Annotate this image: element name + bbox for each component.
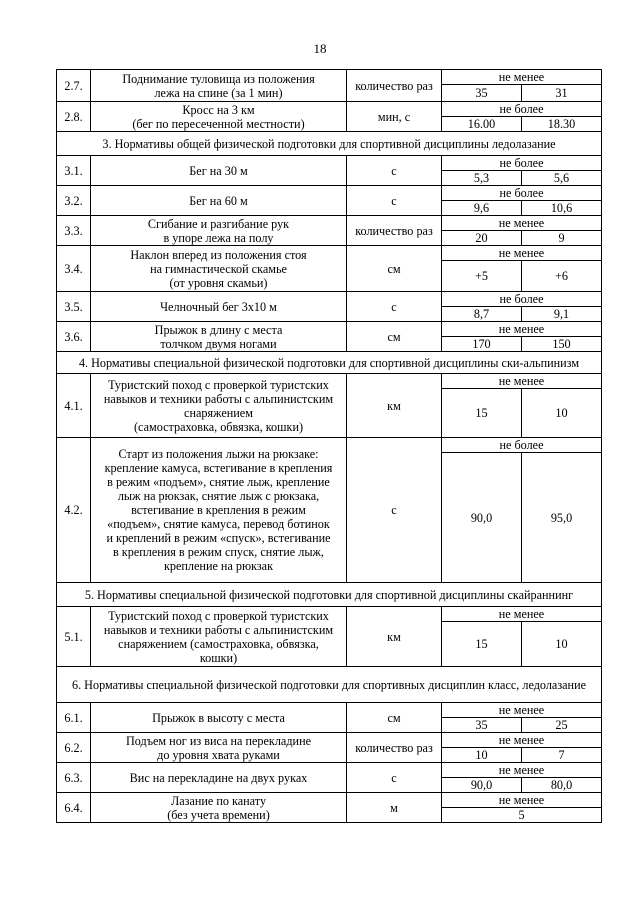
norm-values <box>442 374 602 438</box>
exercise-name: Челночный бег 3х10 м <box>91 292 347 322</box>
norm-row <box>57 186 602 216</box>
norm-values <box>442 102 602 132</box>
section-title: 4. Нормативы специальной физической подготовки для спортивной дисциплины ски-альпинизм <box>57 352 602 374</box>
row-number: 4.2. <box>57 438 91 583</box>
standard-label: не менее <box>442 322 601 337</box>
row-number: 6.2. <box>57 733 91 763</box>
norm-row <box>57 70 602 102</box>
unit: км <box>347 374 442 438</box>
value-2: 95,0 <box>521 453 601 582</box>
exercise-name: Вис на перекладине на двух руках <box>91 763 347 793</box>
norms-table <box>56 69 602 823</box>
exercise-name: Прыжок в высоту с места <box>91 703 347 733</box>
standard-label: не более <box>442 438 601 453</box>
unit: с <box>347 438 442 583</box>
row-number: 6.1. <box>57 703 91 733</box>
standard-label: не менее <box>442 703 601 718</box>
standard-label: не более <box>442 292 601 307</box>
unit: количество раз <box>347 216 442 246</box>
unit: м <box>347 793 442 823</box>
norm-row <box>57 102 602 132</box>
unit: с <box>347 763 442 793</box>
unit: количество раз <box>347 70 442 102</box>
value-1: 20 <box>475 231 488 245</box>
row-number: 3.1. <box>57 156 91 186</box>
norm-row <box>57 322 602 352</box>
row-number: 3.4. <box>57 246 91 292</box>
exercise-name: Бег на 60 м <box>91 186 347 216</box>
unit: мин, с <box>347 102 442 132</box>
row-number: 2.7. <box>57 70 91 102</box>
norm-values <box>442 733 602 763</box>
standard-label: не менее <box>442 374 601 389</box>
value-2: 18.30 <box>521 117 601 131</box>
norm-row <box>57 703 602 733</box>
value-2: 9 <box>521 231 601 245</box>
standard-label: не менее <box>442 216 601 231</box>
exercise-name: Кросс на 3 км (бег по пересеченной местности) <box>91 102 347 132</box>
row-number: 3.5. <box>57 292 91 322</box>
section-header-row <box>57 583 602 607</box>
value-1: 10 <box>475 748 488 762</box>
exercise-name: Старт из положения лыжи на рюкзаке: крепление камуса, встегивание в крепления в режим «подъем», снятие лыж, крепление лыж на рюкзак, снятие лыж с рюкзака, встегивание в крепления в режим «подъем», снятие камуса, перевод ботинок и креплений в режим «спуск», встегивание в крепления в режим спуск, снятие лыж, крепление на рюкзак <box>91 438 347 583</box>
norm-values <box>442 438 602 583</box>
unit: с <box>347 156 442 186</box>
unit: количество раз <box>347 733 442 763</box>
norm-values <box>442 186 602 216</box>
exercise-name: Наклон вперед из положения стоя на гимнастической скамье (от уровня скамьи) <box>91 246 347 292</box>
norm-row <box>57 733 602 763</box>
section-header-row <box>57 667 602 703</box>
row-number: 6.4. <box>57 793 91 823</box>
norm-row <box>57 607 602 667</box>
exercise-name: Сгибание и разгибание рук в упоре лежа на полу <box>91 216 347 246</box>
value-1: 8,7 <box>473 307 490 321</box>
norm-values <box>442 156 602 186</box>
exercise-name: Подъем ног из виса на перекладине до уровня хвата руками <box>91 733 347 763</box>
value-1: 16.00 <box>467 117 496 131</box>
value-2: 25 <box>521 718 601 732</box>
exercise-name: Поднимание туловища из положения лежа на спине (за 1 мин) <box>91 70 347 102</box>
value-1: +5 <box>475 269 488 283</box>
value-2: 10 <box>521 389 601 437</box>
section-title: 6. Нормативы специальной физической подготовки для спортивных дисциплин класс, ледолазание <box>57 667 602 703</box>
exercise-name: Туристский поход с проверкой туристских навыков и техники работы с альпинистским снаряжением (самостраховка, обвязка, кошки) <box>91 374 347 438</box>
unit: с <box>347 186 442 216</box>
standard-label: не менее <box>442 246 601 261</box>
norm-values <box>442 70 602 102</box>
value-1: 15 <box>475 637 488 651</box>
row-number: 3.3. <box>57 216 91 246</box>
value-2: 10,6 <box>521 201 601 215</box>
value-1: 5,3 <box>473 171 490 185</box>
row-number: 5.1. <box>57 607 91 667</box>
norm-values <box>442 322 602 352</box>
standard-label: не менее <box>442 607 601 622</box>
standard-label: не менее <box>442 763 601 778</box>
norm-values <box>442 216 602 246</box>
norm-values <box>442 763 602 793</box>
exercise-name: Прыжок в длину с места толчком двумя ногами <box>91 322 347 352</box>
section-header-row <box>57 132 602 156</box>
norm-values <box>442 703 602 733</box>
norm-row <box>57 763 602 793</box>
norm-values <box>442 246 602 292</box>
standard-label: не менее <box>442 70 601 85</box>
value-2: 10 <box>521 622 601 666</box>
standard-label: не более <box>442 156 601 171</box>
exercise-name: Туристский поход с проверкой туристских навыков и техники работы с альпинистским снаряжением (самостраховка, обвязка, кошки) <box>91 607 347 667</box>
value-2: 150 <box>521 337 601 351</box>
value-2: 7 <box>521 748 601 762</box>
unit: км <box>347 607 442 667</box>
unit: см <box>347 322 442 352</box>
row-number: 3.2. <box>57 186 91 216</box>
row-number: 2.8. <box>57 102 91 132</box>
norm-row <box>57 793 602 823</box>
norm-row <box>57 374 602 438</box>
section-title: 5. Нормативы специальной физической подготовки для спортивной дисциплины скайраннинг <box>57 583 602 607</box>
norm-row <box>57 156 602 186</box>
exercise-name: Бег на 30 м <box>91 156 347 186</box>
row-number: 4.1. <box>57 374 91 438</box>
norm-row <box>57 438 602 583</box>
standard-label: не менее <box>442 793 601 808</box>
value-2: 9,1 <box>521 307 601 321</box>
norm-row <box>57 216 602 246</box>
value-2: +6 <box>521 261 601 291</box>
norm-values <box>442 793 602 823</box>
standard-label: не более <box>442 102 601 117</box>
standard-label: не менее <box>442 733 601 748</box>
value-1: 9,6 <box>473 201 490 215</box>
row-number: 3.6. <box>57 322 91 352</box>
exercise-name: Лазание по канату (без учета времени) <box>91 793 347 823</box>
value-2: 80,0 <box>521 778 601 792</box>
unit: см <box>347 703 442 733</box>
page-number: 18 <box>313 41 327 56</box>
norm-row <box>57 292 602 322</box>
value-1: 90,0 <box>470 510 493 525</box>
section-header-row <box>57 352 602 374</box>
norm-row <box>57 246 602 292</box>
standard-label: не более <box>442 186 601 201</box>
norm-values <box>442 292 602 322</box>
row-number: 6.3. <box>57 763 91 793</box>
value-1: 35 <box>475 718 488 732</box>
value-1: 170 <box>472 337 491 351</box>
value-2: 5,6 <box>521 171 601 185</box>
unit: см <box>347 246 442 292</box>
section-title: 3. Нормативы общей физической подготовки для спортивной дисциплины ледолазание <box>57 132 602 156</box>
norm-values <box>442 607 602 667</box>
value-single: 5 <box>518 808 525 822</box>
unit: с <box>347 292 442 322</box>
value-2: 31 <box>521 85 601 101</box>
value-1: 90,0 <box>470 778 493 792</box>
value-1: 15 <box>475 406 488 420</box>
value-1: 35 <box>475 86 488 100</box>
